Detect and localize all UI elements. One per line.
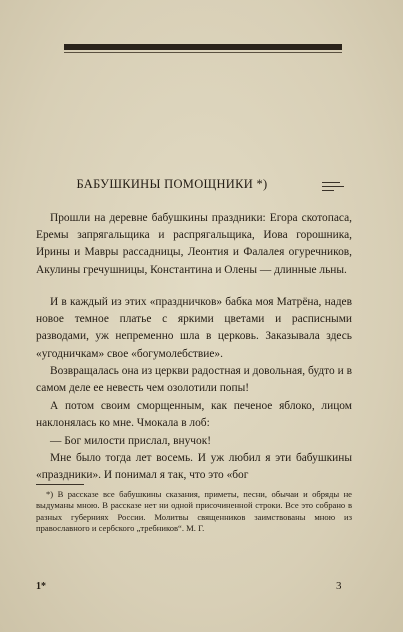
- paragraph-1: Прошли на деревне бабушкины праздники: Егора скотопаса, Еремы запрягальщика и распрягальщика, Иова горошника, Ирины и Мавры рассадницы, Леонтия и Фалалея огуречников, Акулины гречушницы, Константина и Олены — длинные льны.: [36, 212, 352, 276]
- signature-mark: 1*: [36, 581, 46, 592]
- paragraph-3: Возвращалась она из церкви радостная и довольная, будто и в самом деле ее невесть чем озолотили попы!: [36, 365, 352, 395]
- paragraph-5: — Бог милости прислал, внучок!: [50, 435, 212, 447]
- paragraph-2: И в каждый из этих «праздничков» бабка моя Матрёна, надев новое темное платье с яркими цветами и расписными разводами, уж непременно шла в церковь. Заказывала здесь «угодничкам» свое «богумолебствие».: [36, 296, 352, 360]
- chapter-title: БАБУШКИНЫ ПОМОЩНИКИ *): [76, 177, 268, 191]
- header-rule: [64, 44, 342, 50]
- page-number: 3: [336, 580, 342, 592]
- footnote-rule: [36, 484, 84, 485]
- paragraph-4: А потом своим сморщенным, как печеное яблоко, лицом наклонялась ко мне. Чмокала в лоб:: [36, 400, 352, 430]
- paragraph-6: Мне было тогда лет восемь. И уж любил я эти бабушкины «праздники». И понимал я так, что это «бог: [36, 452, 352, 482]
- ink-smudge: [322, 180, 344, 194]
- footnote: *) В рассказе все бабушкины сказания, приметы, песни, обычаи и обряды не выдуманы мною. В рассказе нет ни одной присочиненной строки. Все это собрано в разных губерниях России. Молитвы священников заимствованы мною из православного и сербского „требников“. М. Г.: [36, 489, 352, 534]
